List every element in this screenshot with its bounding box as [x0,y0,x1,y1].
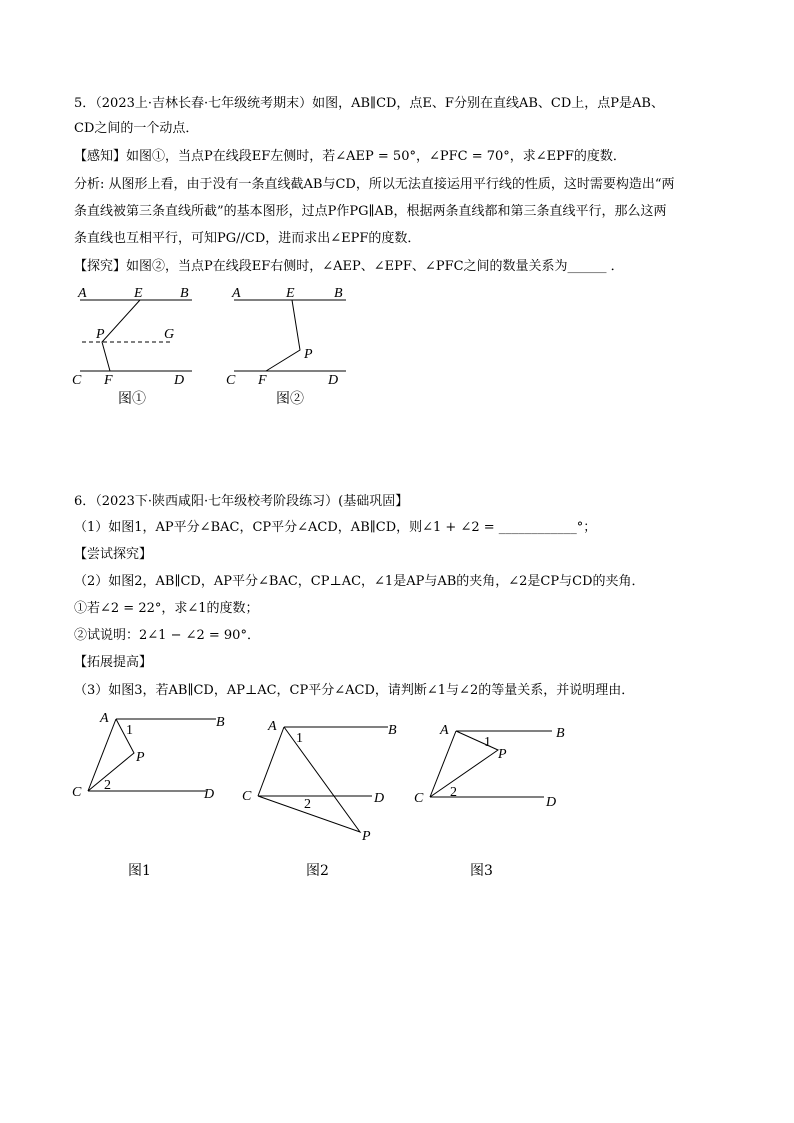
label-p: P [304,347,313,362]
label-angle-1: 1 [126,723,133,738]
q6-figure-2 [238,712,408,847]
label-angle-1: 1 [296,731,303,746]
q6-line-5: ①若∠2 = 22°，求∠1的度数； [74,601,259,616]
label-a: A [440,723,449,738]
q5-line-7: 【探究】如图②，当点P在线段EF右侧时，∠AEP、∠EPF、∠PFC之间的数量关系为______ ． [74,259,624,274]
label-c: C [72,373,82,388]
label-b: B [334,286,343,301]
label-b: B [216,715,225,730]
label-d: D [374,791,385,806]
segments-ep-pf [266,300,300,371]
q5-figure-1 [70,280,210,395]
label-angle-1: 1 [484,735,491,750]
label-c: C [226,373,236,388]
label-d: D [174,373,185,388]
q5-line-1: 5．（2023上·吉林长春·七年级统考期末）如图，AB∥CD，点E、F分别在直线AB、CD上，点P是AB、 [74,96,664,111]
label-d: D [328,373,339,388]
label-c: C [414,791,424,806]
q6-line-1: 6．（2023下·陕西咸阳·七年级校考阶段练习）(基础巩固】 [74,494,409,509]
q6-fig3-caption: 图3 [470,863,493,879]
label-angle-2: 2 [450,785,457,800]
segments-ep-pf [102,300,140,371]
label-b: B [180,286,189,301]
label-a: A [232,286,241,301]
q6-line-3: 【尝试探究】 [74,547,153,562]
label-angle-2: 2 [104,778,111,793]
q6-line-4: （2）如图2，AB∥CD，AP平分∠BAC，CP⊥AC，∠1是AP与AB的夹角，∠2是CP与CD的夹角． [74,574,645,589]
line-ac [258,727,284,796]
q6-line-6: ②试说明：2∠1 − ∠2 = 90°． [74,628,260,643]
q6-figure-3 [412,712,582,812]
label-c: C [242,789,252,804]
q6-fig1-caption: 图1 [128,863,151,879]
q6-fig2-caption: 图2 [306,863,329,879]
label-a: A [268,719,277,734]
label-f: F [258,373,267,388]
label-p: P [362,829,371,844]
label-f: F [104,373,113,388]
label-a: A [78,286,87,301]
label-d: D [546,795,557,810]
q5-figure-2 [224,280,364,395]
label-g: G [164,327,175,342]
q5-fig1-caption: 图① [118,391,146,407]
q6-line-7: 【拓展提高】 [74,655,153,670]
q5-line-5: 条直线被第三条直线所截”的基本图形，过点P作PG∥AB，根据两条直线都和第三条直线平行，那么这两 [74,204,667,219]
label-p: P [498,747,507,762]
q5-line-3: 【感知】如图①，当点P在线段EF左侧时，若∠AEP = 50°，∠PFC = 70°，求∠EPF的度数． [74,149,626,164]
q5-line-4: 分析: 从图形上看，由于没有一条直线截AB与CD，所以无法直接运用平行线的性质，这时需要构造出“两 [74,177,675,192]
q6-line-2: （1）如图1，AP平分∠BAC，CP平分∠ACD，AB∥CD，则∠1 + ∠2 = ____________°； [74,520,597,535]
label-c: C [72,785,82,800]
label-e: E [134,286,143,301]
q6-line-8: （3）如图3，若AB∥CD，AP⊥AC，CP平分∠ACD，请判断∠1与∠2的等量关系，并说明理由． [74,683,635,698]
q5-line-2: CD之间的一个动点． [74,121,199,136]
label-d: D [204,787,215,802]
label-b: B [556,726,565,741]
q6-figure-1 [68,706,238,806]
label-e: E [286,286,295,301]
q5-fig2-caption: 图② [276,391,304,407]
label-b: B [388,723,397,738]
label-angle-2: 2 [304,797,311,812]
label-a: A [100,711,109,726]
label-p: P [136,750,145,765]
segments-ap-pc [258,727,360,832]
label-p: P [96,327,105,342]
q5-line-6: 条直线也互相平行，可知PG//CD，进而求出∠EPF的度数． [74,231,421,246]
line-ac [88,719,116,791]
